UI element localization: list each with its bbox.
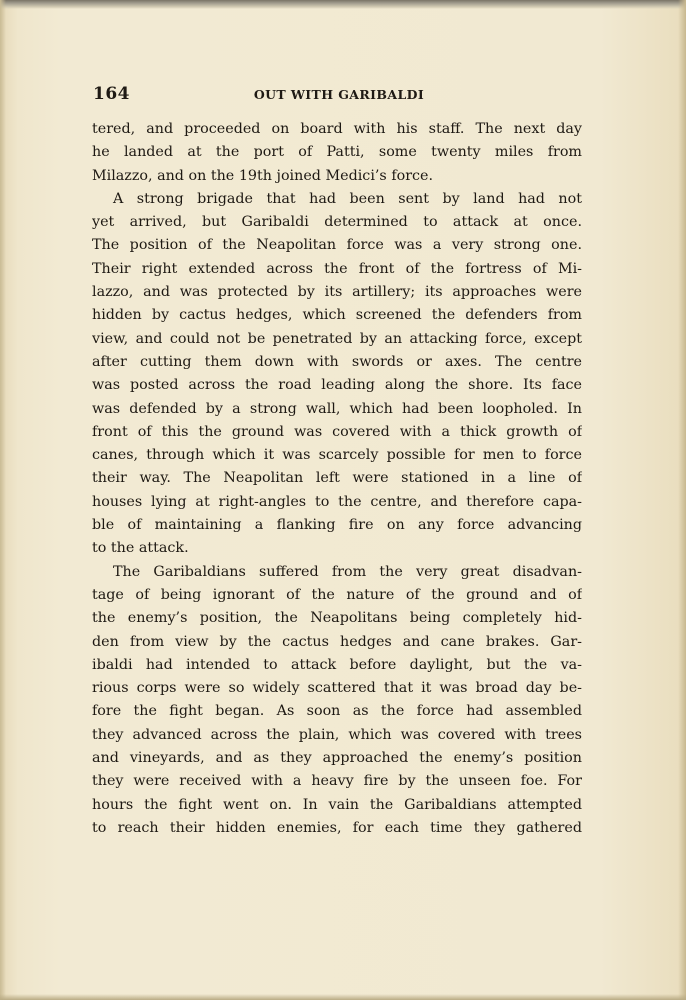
text-line: they advanced across the plain, which was covered with trees: [92, 726, 582, 743]
text-line: their way. The Neapolitan left were stationed in a line of: [92, 470, 582, 487]
page-left-edge: [0, 0, 6, 1000]
running-title: OUT WITH GARIBALDI: [253, 87, 425, 102]
text-line: view, and could not be penetrated by an attacking force, except: [92, 330, 582, 347]
text-line: lazzo, and was protected by its artillery; its approaches were: [92, 284, 582, 301]
text-line: ble of maintaining a flanking fire on any force advancing: [92, 517, 582, 534]
text-line: was defended by a strong wall, which had been loopholed. In: [92, 400, 582, 417]
paragraph-start-line: A strong brigade that had been sent by land had not: [113, 190, 582, 207]
text-line: hidden by cactus hedges, which screened the defenders from: [92, 307, 582, 324]
page-top-edge: [0, 0, 686, 9]
text-line: he landed at the port of Patti, some twenty miles from: [92, 144, 582, 161]
text-line: the enemy’s position, the Neapolitans being completely hid-: [92, 610, 582, 627]
text-line: rious corps were so widely scattered that it was broad day be-: [92, 680, 582, 697]
text-line: hours the fight went on. In vain the Garibaldians attempted: [92, 796, 582, 813]
text-line: they were received with a heavy fire by the unseen foe. For: [92, 773, 582, 790]
page-right-edge: [678, 0, 686, 1000]
text-line: tered, and proceeded on board with his staff. The next day: [92, 121, 582, 137]
text-line: and vineyards, and as they approached the enemy’s position: [92, 750, 582, 767]
text-line: den from view by the cactus hedges and cane brakes. Gar-: [92, 633, 582, 650]
text-line: The position of the Neapolitan force was a very strong one.: [92, 237, 582, 254]
text-line: was posted across the road leading along the shore. Its face: [92, 377, 582, 394]
text-line: Milazzo, and on the 19th joined Medici’s force.: [92, 167, 434, 184]
text-line: Their right extended across the front of the fortress of Mi-: [92, 260, 582, 277]
text-line: to the attack.: [92, 540, 189, 557]
text-line: fore the fight began. As soon as the force had assembled: [92, 703, 582, 720]
text-line: tage of being ignorant of the nature of the ground and of: [92, 586, 582, 603]
page-number: 164: [93, 84, 130, 104]
text-line: canes, through which it was scarcely possible for men to force: [92, 447, 582, 464]
text-line: yet arrived, but Garibaldi determined to attack at once.: [92, 214, 582, 231]
body-text: [92, 118, 582, 840]
text-line: to reach their hidden enemies, for each time they gathered: [92, 819, 582, 836]
text-line: houses lying at right-angles to the centre, and therefore capa-: [92, 493, 582, 510]
page-header: [93, 84, 585, 108]
text-line: ibaldi had intended to attack before daylight, but the va-: [92, 656, 582, 673]
text-line: after cutting them down with swords or axes. The centre: [92, 353, 582, 370]
page-bottom-edge: [0, 994, 686, 1000]
paragraph-start-line: The Garibaldians suffered from the very great disadvan-: [113, 563, 582, 580]
text-line: front of this the ground was covered with a thick growth of: [92, 423, 582, 440]
